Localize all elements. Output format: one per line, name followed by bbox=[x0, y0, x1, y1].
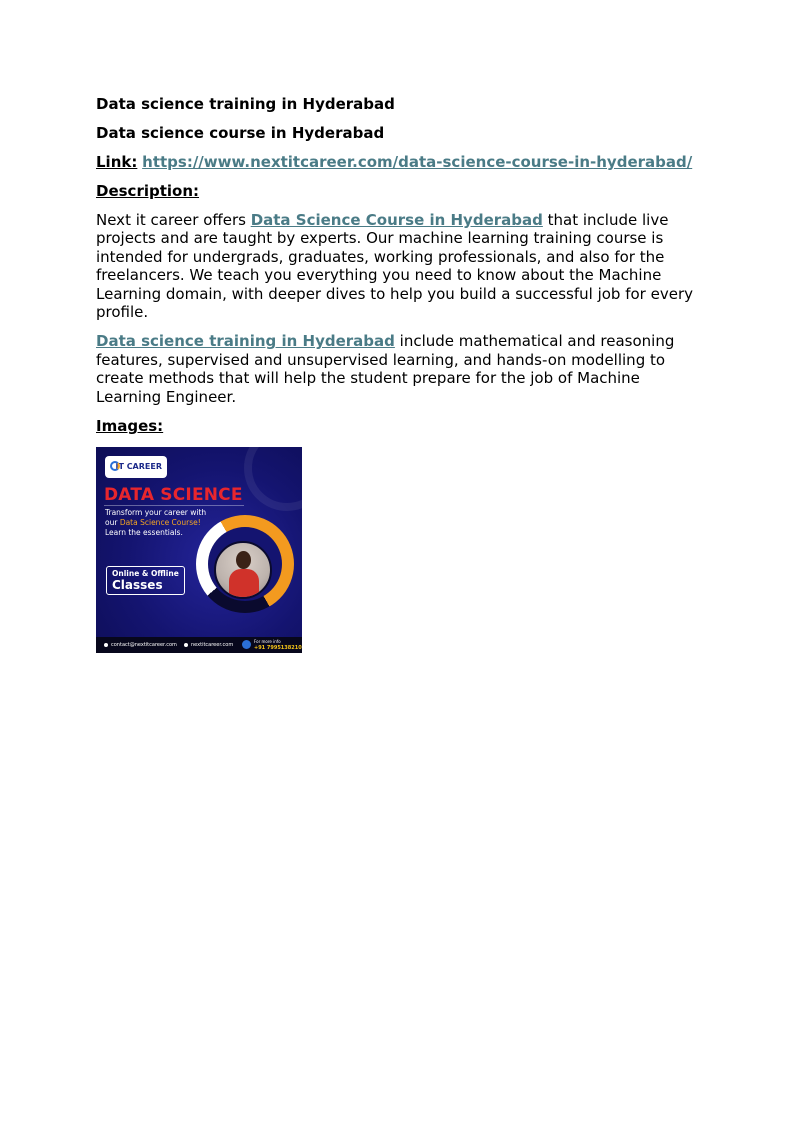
course-url-link[interactable]: https://www.nextitcareer.com/data-science-course-in-hyderabad/ bbox=[142, 153, 693, 171]
footer-email bbox=[104, 637, 177, 653]
person-body-shape bbox=[229, 569, 259, 599]
footer-phone-number: +91 7995138210 bbox=[254, 645, 302, 652]
link-label: Link: bbox=[96, 153, 138, 171]
p1-after: that include live projects and are taught by experts. Our machine learning training course is intended for undergrads, graduates, working professionals, and also for the freelancers. We teach you everything you need to know about the Machine Learning domain, with deeper dives to help you build a successful job for every profile. bbox=[96, 211, 693, 322]
tagline-line-1: Transform your career with bbox=[105, 508, 207, 518]
document-page bbox=[96, 95, 706, 653]
data-science-course-link[interactable]: Data Science Course in Hyderabad bbox=[250, 211, 543, 229]
heading-course: Data science course in Hyderabad bbox=[96, 124, 385, 142]
next-it-career-logo bbox=[105, 456, 167, 478]
heading-training: Data science training in Hyderabad bbox=[96, 95, 395, 113]
p1-before: Next it career offers bbox=[96, 211, 251, 229]
description-paragraph-2 bbox=[96, 332, 706, 406]
classes-badge bbox=[106, 566, 185, 595]
tagline-line-3: Learn the essentials. bbox=[105, 528, 183, 538]
footer-phone bbox=[254, 638, 302, 652]
footer-site bbox=[184, 637, 233, 653]
tagline-line-2 bbox=[105, 518, 206, 528]
banner-tagline bbox=[105, 508, 206, 538]
footer-email-text: contact@nextitcareer.com bbox=[111, 642, 177, 649]
description-label: Description: bbox=[96, 182, 200, 200]
footer-phone-label: For more info bbox=[254, 639, 281, 645]
tagline-highlight: Data Science Course! bbox=[119, 518, 201, 528]
decorative-arc bbox=[244, 447, 302, 511]
footer-site-text: nextitcareer.com bbox=[191, 642, 234, 649]
email-icon bbox=[104, 643, 108, 647]
banner-footer bbox=[96, 637, 302, 653]
tagline-line-2-prefix: our bbox=[105, 518, 120, 528]
images-label: Images: bbox=[96, 417, 164, 436]
classes-text: Classes bbox=[112, 578, 163, 593]
data-science-training-link[interactable]: Data science training in Hyderabad bbox=[96, 332, 395, 351]
globe-icon bbox=[184, 643, 188, 647]
logo-text: IT CAREER bbox=[115, 462, 162, 472]
data-science-banner-image bbox=[96, 447, 302, 653]
description-paragraph-1 bbox=[96, 211, 706, 321]
logo-icon bbox=[110, 461, 120, 471]
person-head-shape bbox=[236, 551, 251, 569]
phone-icon bbox=[242, 640, 251, 649]
banner-title: DATA SCIENCE bbox=[104, 485, 243, 506]
student-photo bbox=[214, 541, 272, 599]
link-row bbox=[96, 153, 706, 172]
banner-divider bbox=[104, 505, 244, 506]
p2-after: include mathematical and reasoning features, supervised and unsupervised learning, and hands-on modelling to create methods that will help the student prepare for the job of Machine Learning Engineer. bbox=[96, 332, 675, 406]
classes-mode: Online & Offline bbox=[112, 569, 179, 579]
